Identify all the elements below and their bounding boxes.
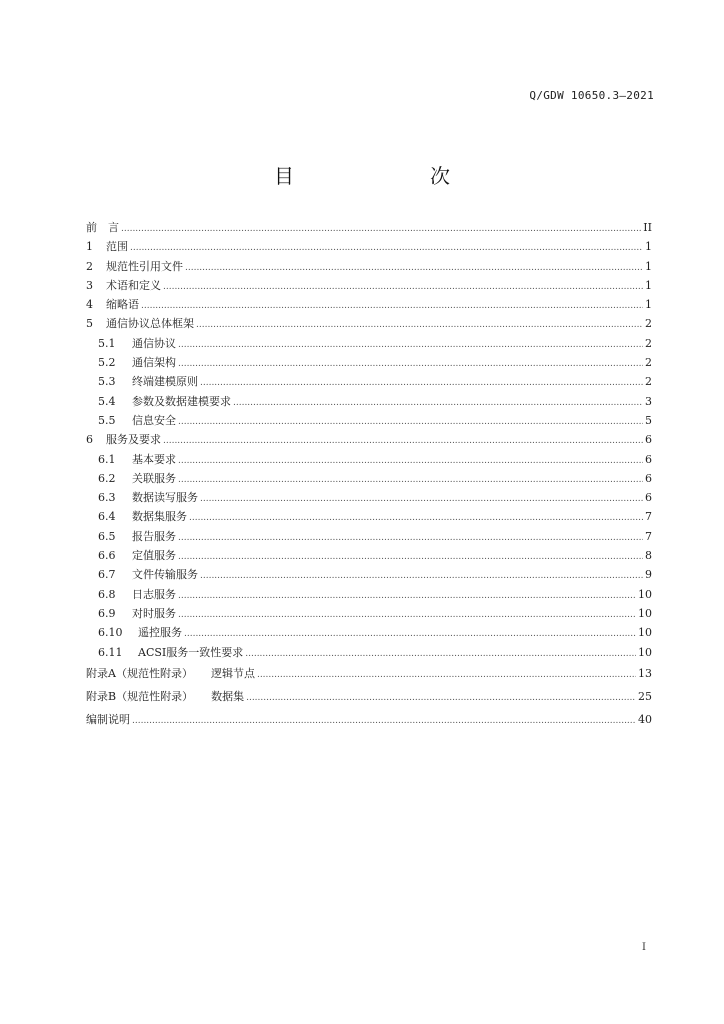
toc-entry[interactable]	[86, 393, 652, 412]
toc-entry-number: 5	[86, 317, 93, 331]
toc-entry-title: 参数及数据建模要求	[132, 394, 231, 408]
toc-entry[interactable]	[86, 354, 652, 373]
page-number: I	[642, 942, 646, 953]
document-code: Q/GDW 10650.3—2021	[529, 89, 654, 102]
toc-entry-number: 5.3	[98, 375, 116, 389]
toc-entry-number: 附录A（规范性附录）	[86, 666, 193, 680]
toc-entry[interactable]	[86, 711, 652, 734]
toc-leader-dots	[184, 629, 636, 639]
toc-entry-number: 6.2	[98, 471, 116, 485]
toc-entry-page: 2	[645, 336, 652, 350]
toc-entry-page: 8	[645, 549, 652, 563]
toc-entry[interactable]	[86, 315, 652, 334]
toc-entry[interactable]	[86, 412, 652, 431]
toc-entry-page: 2	[645, 356, 652, 370]
toc-entry-title: 报告服务	[132, 529, 176, 543]
toc-entry-number: 1	[86, 240, 93, 254]
toc-leader-dots	[200, 378, 643, 388]
table-of-contents	[86, 219, 652, 734]
toc-entry[interactable]	[86, 508, 652, 527]
toc-entry-title: 文件传输服务	[132, 568, 198, 582]
toc-entry-page: 6	[645, 471, 652, 485]
toc-entry-number: 6.7	[98, 568, 116, 582]
toc-leader-dots	[257, 670, 636, 680]
toc-entry-title: 数据集	[211, 689, 245, 703]
toc-leader-dots	[200, 571, 643, 581]
toc-entry-number: 编制说明	[86, 712, 130, 726]
toc-entry-title: 术语和定义	[106, 278, 161, 292]
toc-entry[interactable]	[86, 431, 652, 450]
toc-entry[interactable]	[86, 451, 652, 470]
toc-entry-page: 10	[638, 626, 652, 640]
toc-leader-dots	[141, 301, 643, 311]
toc-entry-number: 5.5	[98, 413, 116, 427]
toc-entry-page: 1	[645, 259, 652, 273]
toc-entry-number: 附录B（规范性附录）	[86, 689, 194, 703]
toc-entry-title: 缩略语	[106, 298, 139, 312]
toc-leader-dots	[178, 533, 643, 543]
toc-entry-number: 5.1	[98, 336, 116, 350]
toc-entry[interactable]	[86, 277, 652, 296]
toc-leader-dots	[178, 340, 643, 350]
toc-entry-title: 通信架构	[132, 356, 176, 370]
toc-entry[interactable]	[86, 688, 652, 711]
toc-entry[interactable]	[86, 470, 652, 489]
toc-entry[interactable]	[86, 219, 652, 238]
toc-entry-page: 7	[645, 510, 652, 524]
toc-leader-dots	[200, 494, 643, 504]
toc-entry-page: 40	[638, 712, 652, 726]
toc-entry-title: 逻辑节点	[210, 666, 255, 680]
toc-leader-dots	[246, 693, 636, 703]
toc-entry-page: 2	[645, 375, 652, 389]
toc-leader-dots	[178, 591, 636, 601]
toc-entry-page: 10	[638, 587, 652, 601]
toc-entry-title: 规范性引用文件	[106, 259, 183, 273]
toc-entry-number: 6.6	[98, 549, 116, 563]
toc-entry-page: 1	[645, 240, 652, 254]
toc-entry-page: 1	[645, 298, 652, 312]
toc-leader-dots	[132, 716, 636, 726]
toc-entry[interactable]	[86, 335, 652, 354]
toc-entry-title: 服务及要求	[106, 433, 161, 447]
toc-entry[interactable]	[86, 605, 652, 624]
toc-entry-page: II	[643, 221, 652, 234]
toc-leader-dots	[189, 513, 643, 523]
toc-entry-title: 通信协议总体框架	[106, 317, 194, 331]
toc-entry-number: 6.9	[98, 606, 116, 620]
toc-entry-title: 遥控服务	[138, 626, 182, 640]
toc-entry[interactable]	[86, 547, 652, 566]
toc-entry-number: 4	[86, 298, 93, 312]
toc-entry-page: 7	[645, 529, 652, 543]
toc-leader-dots	[121, 224, 641, 234]
toc-entry-number: 2	[86, 259, 93, 273]
toc-leader-dots	[185, 263, 643, 273]
toc-entry-title: 通信协议	[132, 336, 176, 350]
toc-leader-dots	[178, 456, 643, 466]
toc-entry-page: 5	[645, 413, 652, 427]
toc-entry-number: 6.10	[98, 626, 123, 640]
toc-leader-dots	[163, 436, 643, 446]
toc-entry-page: 6	[645, 491, 652, 505]
toc-entry-page: 6	[645, 452, 652, 466]
toc-leader-dots	[178, 475, 643, 485]
toc-entry[interactable]	[86, 238, 652, 257]
toc-entry-title: 日志服务	[132, 587, 176, 601]
toc-entry-page: 25	[638, 689, 652, 703]
toc-entry[interactable]	[86, 296, 652, 315]
toc-entry-number: 6.11	[98, 645, 123, 659]
toc-entry-page: 9	[645, 568, 652, 582]
toc-leader-dots	[178, 417, 643, 427]
toc-entry-title: 终端建模原则	[132, 375, 198, 389]
toc-leader-dots	[233, 398, 643, 408]
toc-entry[interactable]	[86, 665, 652, 688]
toc-entry-title: 范围	[106, 240, 128, 254]
toc-entry[interactable]	[86, 528, 652, 547]
toc-entry-title: ACSI服务一致性要求	[138, 645, 244, 659]
toc-entry-page: 10	[638, 645, 652, 659]
toc-leader-dots	[178, 552, 643, 562]
toc-entry-number: 6.4	[98, 510, 116, 524]
toc-entry-page: 6	[645, 433, 652, 447]
toc-leader-dots	[178, 359, 643, 369]
toc-entry-title: 基本要求	[132, 452, 176, 466]
toc-leader-dots	[196, 320, 643, 330]
toc-entry[interactable]	[86, 373, 652, 392]
toc-entry-page: 3	[645, 394, 652, 408]
toc-leader-dots	[178, 610, 636, 620]
toc-entry-title: 信息安全	[132, 413, 176, 427]
toc-entry-page: 2	[645, 317, 652, 331]
toc-entry-title: 数据读写服务	[132, 491, 198, 505]
toc-entry-number: 6.3	[98, 491, 116, 505]
toc-entry-number: 前 言	[86, 221, 119, 234]
toc-entry-title: 对时服务	[132, 606, 176, 620]
toc-entry-number: 6.5	[98, 529, 116, 543]
toc-entry-number: 6.1	[98, 452, 116, 466]
toc-leader-dots	[245, 649, 636, 659]
toc-entry[interactable]	[86, 258, 652, 277]
toc-entry[interactable]	[86, 489, 652, 508]
toc-entry[interactable]	[86, 644, 652, 663]
toc-entry-title: 数据集服务	[132, 510, 187, 524]
toc-entry-page: 13	[638, 666, 652, 680]
toc-entry[interactable]	[86, 624, 652, 643]
toc-entry[interactable]	[86, 566, 652, 585]
toc-entry-number: 6.8	[98, 587, 116, 601]
toc-entry-number: 5.4	[98, 394, 116, 408]
toc-entry-number: 5.2	[98, 356, 116, 370]
toc-entry[interactable]	[86, 586, 652, 605]
toc-entry-title: 关联服务	[132, 471, 176, 485]
toc-entry-page: 1	[645, 278, 652, 292]
toc-entry-page: 10	[638, 606, 652, 620]
toc-entry-number: 6	[86, 433, 93, 447]
toc-entry-number: 3	[86, 278, 93, 292]
toc-title: 目 次	[274, 164, 482, 188]
toc-leader-dots	[130, 243, 643, 253]
toc-leader-dots	[163, 282, 643, 292]
toc-entry-title: 定值服务	[132, 549, 176, 563]
